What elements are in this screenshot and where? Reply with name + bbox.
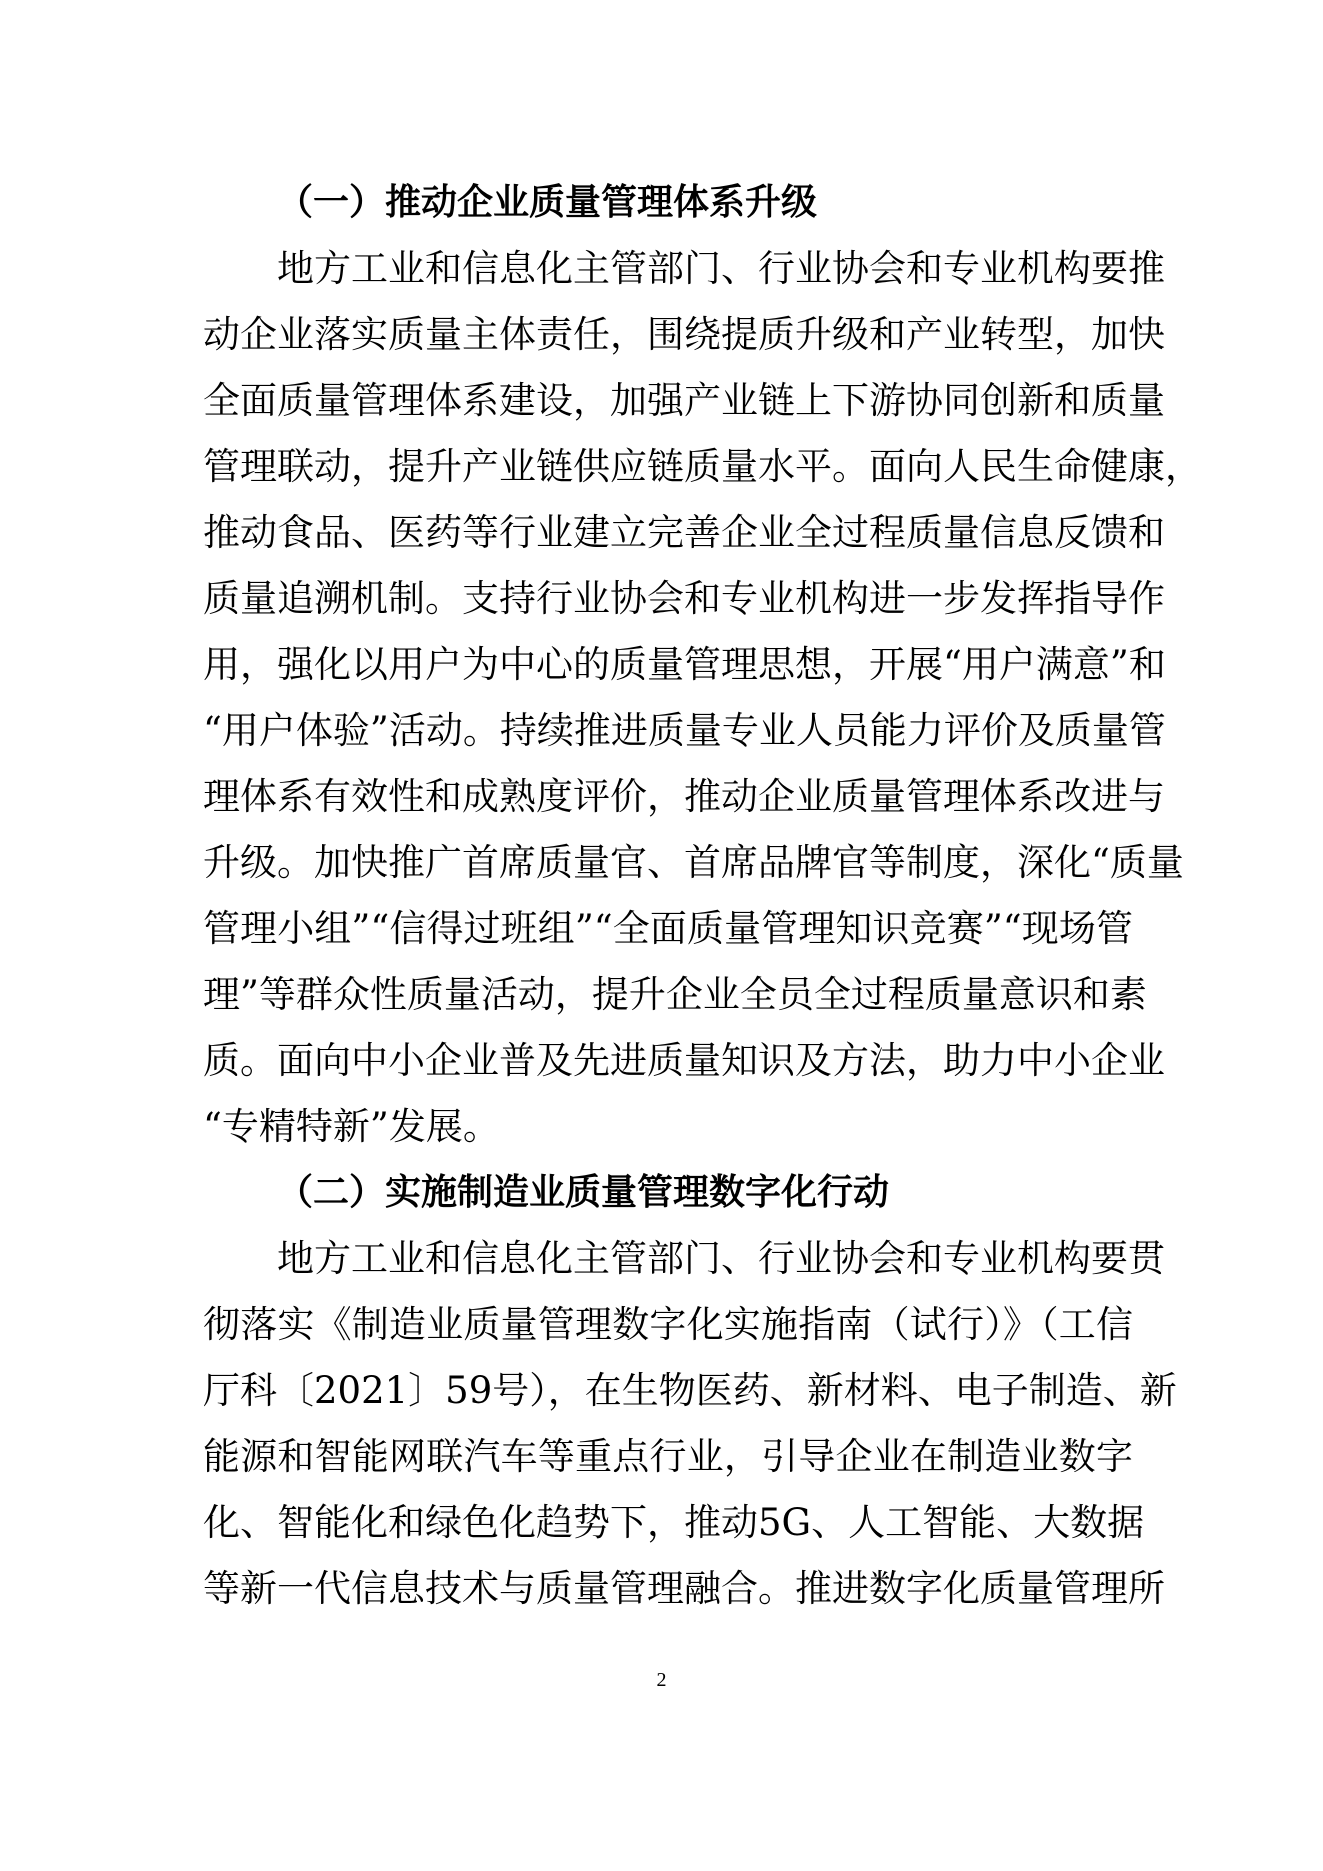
paragraph-line: 厅科〔2021〕59号），在生物医药、新材料、电子制造、新	[203, 1369, 1177, 1412]
paragraph-line: 质量追溯机制。支持行业协会和专业机构进一步发挥指导作	[203, 577, 1165, 620]
paragraph-line: 全面质量管理体系建设，加强产业链上下游协同创新和质量	[203, 379, 1165, 422]
paragraph-line: 地方工业和信息化主管部门、行业协会和专业机构要贯	[277, 1237, 1165, 1280]
paragraph-line: 升级。加快推广首席质量官、首席品牌官等制度，深化“质量	[203, 841, 1184, 884]
paragraph-line: “专精特新”发展。	[203, 1105, 500, 1148]
section-heading-2: （二）实施制造业质量管理数字化行动	[277, 1172, 890, 1213]
paragraph-line: 质。面向中小企业普及先进质量知识及方法，助力中小企业	[203, 1039, 1165, 1082]
paragraph-line: 理体系有效性和成熟度评价，推动企业质量管理体系改进与	[203, 775, 1165, 818]
section-2-paragraph	[203, 1226, 1177, 1622]
paragraph-line: 能源和智能网联汽车等重点行业，引导企业在制造业数字	[203, 1435, 1133, 1478]
document-body	[203, 170, 1202, 1622]
page-number: 2	[656, 1669, 667, 1691]
paragraph-line: 管理联动，提升产业链供应链质量水平。面向人民生命健康，	[203, 445, 1202, 488]
paragraph-line: 管理小组”“信得过班组”“全面质量管理知识竞赛”“现场管	[203, 907, 1133, 950]
paragraph-line: 推动食品、医药等行业建立完善企业全过程质量信息反馈和	[203, 511, 1165, 554]
section-1-paragraph	[203, 236, 1202, 1160]
paragraph-line: 等新一代信息技术与质量管理融合。推进数字化质量管理所	[203, 1567, 1165, 1610]
paragraph-line: 彻落实《制造业质量管理数字化实施指南（试行）》（工信	[203, 1303, 1133, 1346]
section-heading-1: （一）推动企业质量管理体系升级	[277, 182, 818, 223]
paragraph-line: “用户体验”活动。持续推进质量专业人员能力评价及质量管	[203, 709, 1166, 752]
paragraph-line: 用，强化以用户为中心的质量管理思想，开展“用户满意”和	[203, 643, 1166, 686]
paragraph-line: 地方工业和信息化主管部门、行业协会和专业机构要推	[277, 247, 1165, 290]
paragraph-line: 化、智能化和绿色化趋势下，推动5G、人工智能、大数据	[203, 1501, 1145, 1544]
paragraph-line: 理”等群众性质量活动，提升企业全员全过程质量意识和素	[203, 973, 1147, 1016]
paragraph-line: 动企业落实质量主体责任，围绕提质升级和产业转型，加快	[203, 313, 1165, 356]
